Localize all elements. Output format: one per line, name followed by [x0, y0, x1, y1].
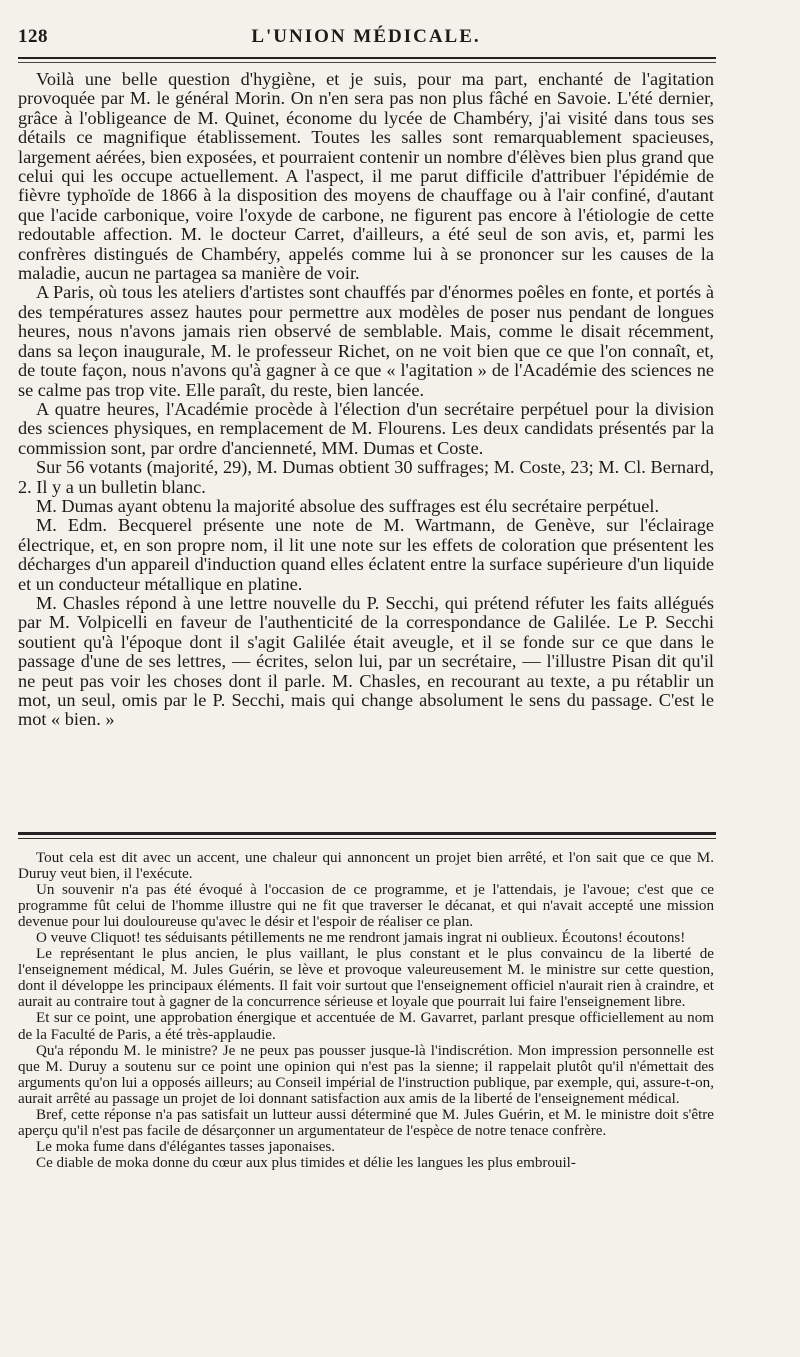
- header-rule-thin: [18, 62, 716, 63]
- main-column: [18, 70, 714, 730]
- header-rule: [18, 57, 716, 59]
- paragraph: M. Dumas ayant obtenu la majorité absolue des suffrages est élu secrétaire perpétuel.: [36, 495, 660, 516]
- page-number: 128: [18, 26, 48, 47]
- page-header: [18, 22, 714, 52]
- paragraph: Sur 56 votants (majorité, 29), M. Dumas obtient 30 suffrages; M. Coste, 23; M. Cl. Bernard, 2. Il y a un bulletin blanc.: [18, 457, 714, 497]
- paragraph: Et sur ce point, une approbation énergique et accentuée de M. Gavarret, parlant presque officiellement au nom de la Faculté de Paris, a été très-applaudie.: [18, 1010, 714, 1043]
- paragraph: Un souvenir n'a pas été évoqué à l'occasion de ce programme, et je l'attendais, je l'avoue; c'est que ce programme fût celui de l'homme illustre qui ne fit que traverser le décanat, et qui n'avait accepté une mission devenue pour lui douloureuse qu'avec le désir et l'espoir de réaliser ce plan.: [18, 882, 714, 931]
- paragraph: Le représentant le plus ancien, le plus vaillant, le plus constant et le plus convaincu de la liberté de l'enseignement médical, M. Jules Guérin, se lève et provoque valeureusement M. le ministre sur cette question, dont il développe les principaux éléments. Il fait voir surtout que l'enseignement officiel n'aurait rien à craindre, et aurait au contraire tout à gagner de la concurrence sérieuse et loyale que pourrait lui faire l'enseignement libre.: [18, 946, 714, 1011]
- paragraph: Le moka fume dans d'élégantes tasses japonaises.: [36, 1138, 336, 1155]
- paragraph: Qu'a répondu M. le ministre? Je ne peux pas pousser jusque-là l'indiscrétion. Mon impression personnelle est que M. Duruy a soutenu sur ce point une opinion qui n'est pas la sienne; il rappelait plutôt qu'il n'émettait des arguments qu'on lui a opposés ailleurs; au Conseil impérial de l'instruction publique, par exemple, qui, assure-t-on, aurait arrêté au passage un projet de loi donnant satisfaction aux amis de la liberté de l'enseignement médical.: [18, 1042, 714, 1107]
- journal-title: L'UNION MÉDICALE.: [251, 26, 481, 47]
- paragraph: Tout cela est dit avec un accent, une chaleur qui annoncent un projet bien arrêté, et l'on sait que ce que M. Duruy veut bien, il l'exécute.: [18, 850, 714, 883]
- feuilleton-column: [18, 850, 714, 1171]
- paragraph: Bref, cette réponse n'a pas satisfait un lutteur aussi déterminé que M. Jules Guérin, et M. le ministre doit s'être aperçu qu'il n'est pas facile de désarçonner un argumentateur de l'espèce de notre tenace confrère.: [18, 1106, 714, 1139]
- section-divider: [18, 832, 716, 839]
- paragraph: M. Chasles répond à une lettre nouvelle du P. Secchi, qui prétend réfuter les faits allégués par M. Volpicelli en faveur de l'authenticité de la correspondance de Galilée. Le P. Secchi soutient qu'à l'époque dont il s'agit Galilée était aveugle, et il se fonde sur ce que dans le passage d'une de ses lettres, — écrites, selon lui, par un secrétaire, — l'illustre Pisan dit qu'il ne peut pas voir les choses dont il parle. M. Chasles, en recourant au texte, a pu rétablir un mot, un seul, omis par le P. Secchi, mais qui change absolument le sens du passage. C'est le mot « bien. »: [18, 592, 714, 730]
- paragraph: Ce diable de moka donne du cœur aux plus timides et délie les langues les plus embrouil-: [36, 1154, 576, 1171]
- paragraph: O veuve Cliquot! tes séduisants pétillements ne me rendront jamais ingrat ni oublieux. Écoutons! écoutons!: [36, 930, 686, 947]
- paragraph: Voilà une belle question d'hygiène, et je suis, pour ma part, enchanté de l'agitation provoquée par M. le général Morin. On n'en sera pas non plus fâché en Savoie. L'été dernier, grâce à l'obligeance de M. Quinet, économe du lycée de Chambéry, j'ai visité dans tous ses détails ce magnifique établissement. Toutes les salles sont remarquablement spacieuses, largement aérées, bien exposées, et pourraient contenir un nombre d'élèves bien plus grand que celui qui les occupe actuellement. A l'aspect, il me parut difficile d'attribuer l'épidémie de fièvre typhoïde de 1866 à la disposition des moyens de chauffage ou à l'air confiné, d'autant que l'acide carbonique, voire l'oxyde de carbone, ne figurent pas encore à l'étiologie de cette redoutable affection. M. le docteur Carret, d'ailleurs, a été seul de son avis, et, parmi les confrères distingués de Chambéry, appelés comme lui à se prononcer sur les causes de la maladie, aucun ne partagea sa manière de voir.: [18, 69, 714, 284]
- paragraph: M. Edm. Becquerel présente une note de M. Wartmann, de Genève, sur l'éclairage électrique, et, en son propre nom, il lit une note sur les effets de coloration que présentent les décharges d'un appareil d'induction quand elles éclatent entre la surface supérieure d'un liquide et un conducteur métallique en platine.: [18, 515, 714, 594]
- paragraph: A quatre heures, l'Académie procède à l'élection d'un secrétaire perpétuel pour la division des sciences physiques, en remplacement de M. Flourens. Les deux candidats présentés par la commission sont, par ordre d'ancienneté, MM. Dumas et Coste.: [18, 398, 714, 458]
- paragraph: A Paris, où tous les ateliers d'artistes sont chauffés par d'énormes poêles en fonte, et portés à des températures assez hautes pour permettre aux modèles de poser nus pendant de longues heures, nous n'avons jamais rien observé de semblable. Mais, comme le disait récemment, dans sa leçon inaugurale, M. le professeur Richet, on ne voit bien que ce que l'on connaît, et, de toute façon, nous n'avons qu'à gagner à ce que « l'agitation » de l'Académie des sciences ne se calme pas trop vite. Elle paraît, du reste, bien lancée.: [18, 282, 714, 400]
